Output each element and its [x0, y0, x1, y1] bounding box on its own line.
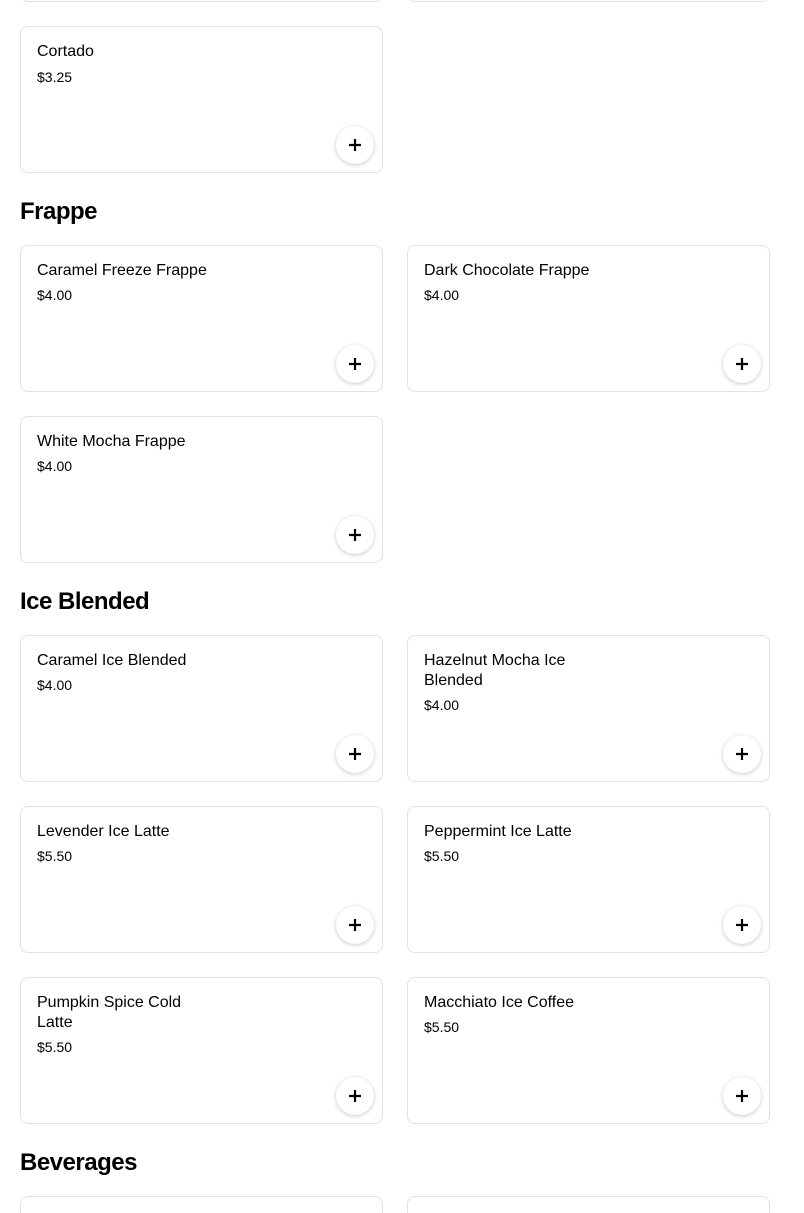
plus-icon	[348, 918, 362, 932]
item-price: $5.50	[37, 1039, 73, 1055]
item-name-text: Peppermint Ice Latte	[424, 823, 572, 840]
item-price: $4.00	[37, 677, 73, 693]
item-name-text: Pumpkin Spice Cold Latte	[37, 994, 182, 1031]
add-item-button[interactable]	[336, 516, 374, 554]
add-item-button[interactable]	[336, 1077, 374, 1115]
menu-item-card[interactable]	[20, 1196, 383, 1213]
item-name	[37, 261, 237, 304]
item-name: Cortado	[37, 43, 94, 60]
item-name-text: White Mocha Frappe	[37, 433, 186, 450]
section-title-beverages: Beverages	[20, 1149, 137, 1176]
plus-icon	[735, 1089, 749, 1103]
item-name	[424, 651, 599, 714]
menu-item-card[interactable]	[407, 635, 770, 782]
menu-item-card[interactable]	[20, 26, 383, 173]
plus-icon	[348, 1089, 362, 1103]
item-name-text: Dark Chocolate Frappe	[424, 262, 590, 279]
menu-item-card[interactable]	[20, 977, 383, 1124]
item-price: $5.50	[424, 848, 460, 864]
add-item-button[interactable]	[336, 735, 374, 773]
item-name-text: Hazelnut Mocha Ice Blended	[424, 652, 566, 689]
item-name-text: Caramel Ice Blended	[37, 652, 187, 669]
add-item-button[interactable]	[723, 735, 761, 773]
item-name	[424, 822, 624, 865]
item-price: $3.25	[37, 69, 73, 85]
add-item-button[interactable]	[336, 906, 374, 944]
section-title-ice-blended: Ice Blended	[20, 588, 150, 615]
item-name-text: Macchiato Ice Coffee	[424, 994, 575, 1011]
item-name	[37, 993, 212, 1056]
plus-icon	[348, 747, 362, 761]
add-item-button[interactable]	[336, 126, 374, 164]
add-item-button[interactable]	[723, 1077, 761, 1115]
menu-item-card[interactable]	[20, 0, 383, 2]
item-price: $4.00	[424, 697, 460, 713]
menu-item-card[interactable]	[20, 635, 383, 782]
menu-item-card[interactable]	[407, 1196, 770, 1213]
item-name	[37, 822, 237, 865]
add-item-button[interactable]	[723, 906, 761, 944]
plus-icon	[735, 357, 749, 371]
menu-item-card[interactable]	[407, 0, 770, 2]
item-name	[424, 261, 624, 304]
add-item-button[interactable]	[723, 345, 761, 383]
menu-item-card[interactable]	[20, 806, 383, 953]
item-price: $5.50	[37, 848, 73, 864]
plus-icon	[735, 918, 749, 932]
add-item-button[interactable]	[336, 345, 374, 383]
item-price: $4.00	[424, 287, 460, 303]
plus-icon	[735, 747, 749, 761]
item-name-text: Levender Ice Latte	[37, 823, 170, 840]
item-name	[37, 651, 237, 694]
menu-item-card[interactable]	[407, 977, 770, 1124]
menu-item-card[interactable]	[407, 806, 770, 953]
menu-item-card[interactable]	[20, 416, 383, 563]
plus-icon	[348, 138, 362, 152]
item-price: $4.00	[37, 287, 73, 303]
item-name	[37, 432, 237, 475]
plus-icon	[348, 528, 362, 542]
menu-item-card[interactable]	[407, 245, 770, 392]
plus-icon	[348, 357, 362, 371]
item-price: $4.00	[37, 458, 73, 474]
section-title-frappe: Frappe	[20, 198, 98, 225]
item-name	[424, 993, 624, 1036]
item-price: $5.50	[424, 1019, 460, 1035]
menu-item-card[interactable]	[20, 245, 383, 392]
item-name-text: Caramel Freeze Frappe	[37, 262, 207, 279]
